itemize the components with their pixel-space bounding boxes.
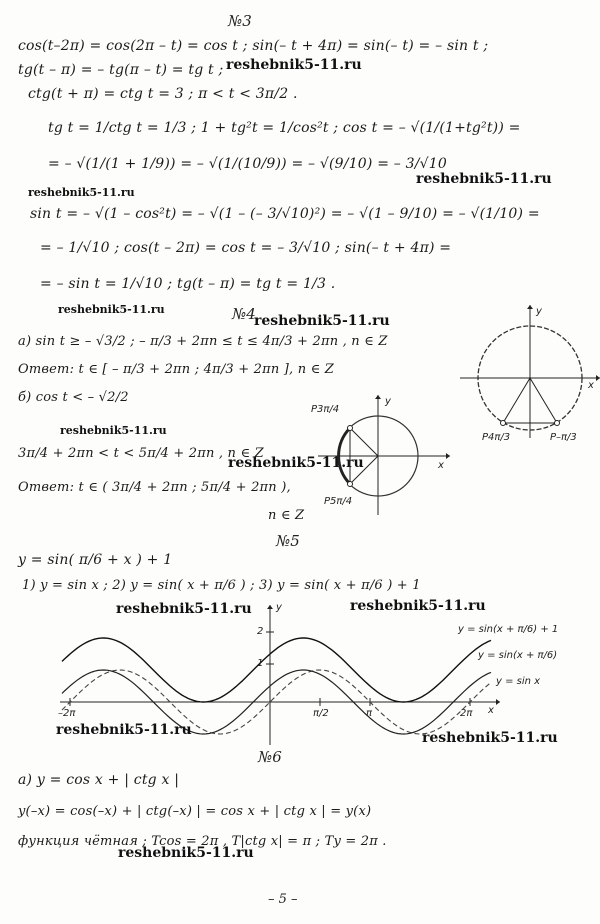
- p6-line-3: функция чётная ; Tcos = 2π , T|ctg x| = π ; Ty = 2π .: [18, 834, 387, 849]
- circle-b-point-2: P5π/4: [324, 496, 353, 507]
- p3-line-3: ctg(t + π) = ctg t = 3 ; π < t < 3π/2 .: [28, 86, 298, 102]
- circle-b-x-label: x: [438, 460, 444, 471]
- circle-b-point-1: P3π/4: [311, 404, 340, 415]
- watermark: reshebnik5-11.ru: [28, 186, 135, 199]
- circle-a-y-label: y: [536, 306, 542, 317]
- p4-line-b2: 3π/4 + 2πn < t < 5π/4 + 2πn , n ∈ Z: [18, 446, 264, 461]
- circle-a-x-label: x: [588, 380, 594, 391]
- page-number: – 5 –: [268, 892, 298, 907]
- watermark: reshebnik5-11.ru: [118, 845, 254, 861]
- p3-line-1: cos(t–2π) = cos(2π – t) = cos t ; sin(– t + 4π) = sin(– t) = – sin t ;: [18, 38, 489, 54]
- graph-tick-pi: π: [366, 708, 373, 719]
- graph-y-label: y: [276, 602, 282, 613]
- watermark: reshebnik5-11.ru: [226, 57, 362, 73]
- graph-tick-1: 1: [257, 658, 264, 669]
- p3-line-5: = – √(1/(1 + 1/9)) = – √(1/(10/9)) = – √(9/10) = – 3/√10: [48, 156, 448, 172]
- graph-label-curve-3: y = sin x: [496, 676, 541, 687]
- section-number-4: №4: [232, 305, 256, 323]
- p5-steps: 1) y = sin x ; 2) y = sin( x + π/6 ) ; 3) y = sin( x + π/6 ) + 1: [22, 578, 421, 593]
- watermark: reshebnik5-11.ru: [58, 303, 165, 316]
- watermark: reshebnik5-11.ru: [254, 313, 390, 329]
- p3-line-4: tg t = 1/ctg t = 1/3 ; 1 + tg²t = 1/cos²t ; cos t = – √(1/(1+tg²t)) =: [48, 120, 521, 136]
- watermark: reshebnik5-11.ru: [116, 601, 252, 617]
- graph-label-curve-2: y = sin(x + π/6): [478, 650, 558, 661]
- curve-sin-shift-lift: [62, 638, 491, 702]
- graph-tick-2pi: 2π: [460, 708, 473, 719]
- circle-a-point-2: P–π/3: [550, 432, 577, 443]
- p3-line-2: tg(t – π) = – tg(π – t) = tg t ;: [18, 62, 224, 78]
- graph-tick-m2pi: –2π: [58, 708, 76, 719]
- watermark: reshebnik5-11.ru: [416, 171, 552, 187]
- p3-line-8: = – sin t = 1/√10 ; tg(t – π) = tg t = 1/3 .: [40, 276, 336, 292]
- graph-x-label: x: [488, 705, 494, 716]
- p4-line-a2: Ответ: t ∈ [ – π/3 + 2πn ; 4π/3 + 2πn ], n ∈ Z: [18, 362, 334, 377]
- circle-a-point-1: P4π/3: [482, 432, 511, 443]
- watermark: reshebnik5-11.ru: [350, 598, 486, 614]
- watermark: reshebnik5-11.ru: [60, 424, 167, 437]
- section-number-5: №5: [276, 532, 300, 550]
- watermark: reshebnik5-11.ru: [228, 455, 364, 471]
- graph-tick-pi2: π/2: [313, 708, 329, 719]
- section-number-3: №3: [228, 12, 252, 30]
- p4-line-b3: Ответ: t ∈ ( 3π/4 + 2πn ; 5π/4 + 2πn ),: [18, 480, 291, 495]
- circle-b-y-label: y: [385, 396, 391, 407]
- p3-line-7: = – 1/√10 ; cos(t – 2π) = cos t = – 3/√10 ; sin(– t + 4π) =: [40, 240, 452, 256]
- watermark: reshebnik5-11.ru: [56, 722, 192, 738]
- p4-line-a1: а) sin t ≥ – √3/2 ; – π/3 + 2πn ≤ t ≤ 4π/3 + 2πn , n ∈ Z: [18, 334, 388, 349]
- p6-line-2: y(–x) = cos(–x) + | ctg(–x) | = cos x + | ctg x | = y(x): [18, 804, 372, 819]
- p4-line-b1: б) cos t < – √2/2: [18, 390, 129, 405]
- watermark: reshebnik5-11.ru: [422, 730, 558, 746]
- graph-label-curve-1: y = sin(x + π/6) + 1: [458, 624, 559, 635]
- p5-title: y = sin( π/6 + x ) + 1: [18, 552, 173, 568]
- p6-line-1: а) y = cos x + | ctg x |: [18, 772, 180, 788]
- p3-line-6: sin t = – √(1 – cos²t) = – √(1 – (– 3/√10)²) = – √(1 – 9/10) = – √(1/10) =: [30, 206, 540, 222]
- p4-line-b4: n ∈ Z: [268, 508, 305, 523]
- graph-tick-2: 2: [257, 626, 264, 637]
- section-number-6: №6: [258, 748, 282, 766]
